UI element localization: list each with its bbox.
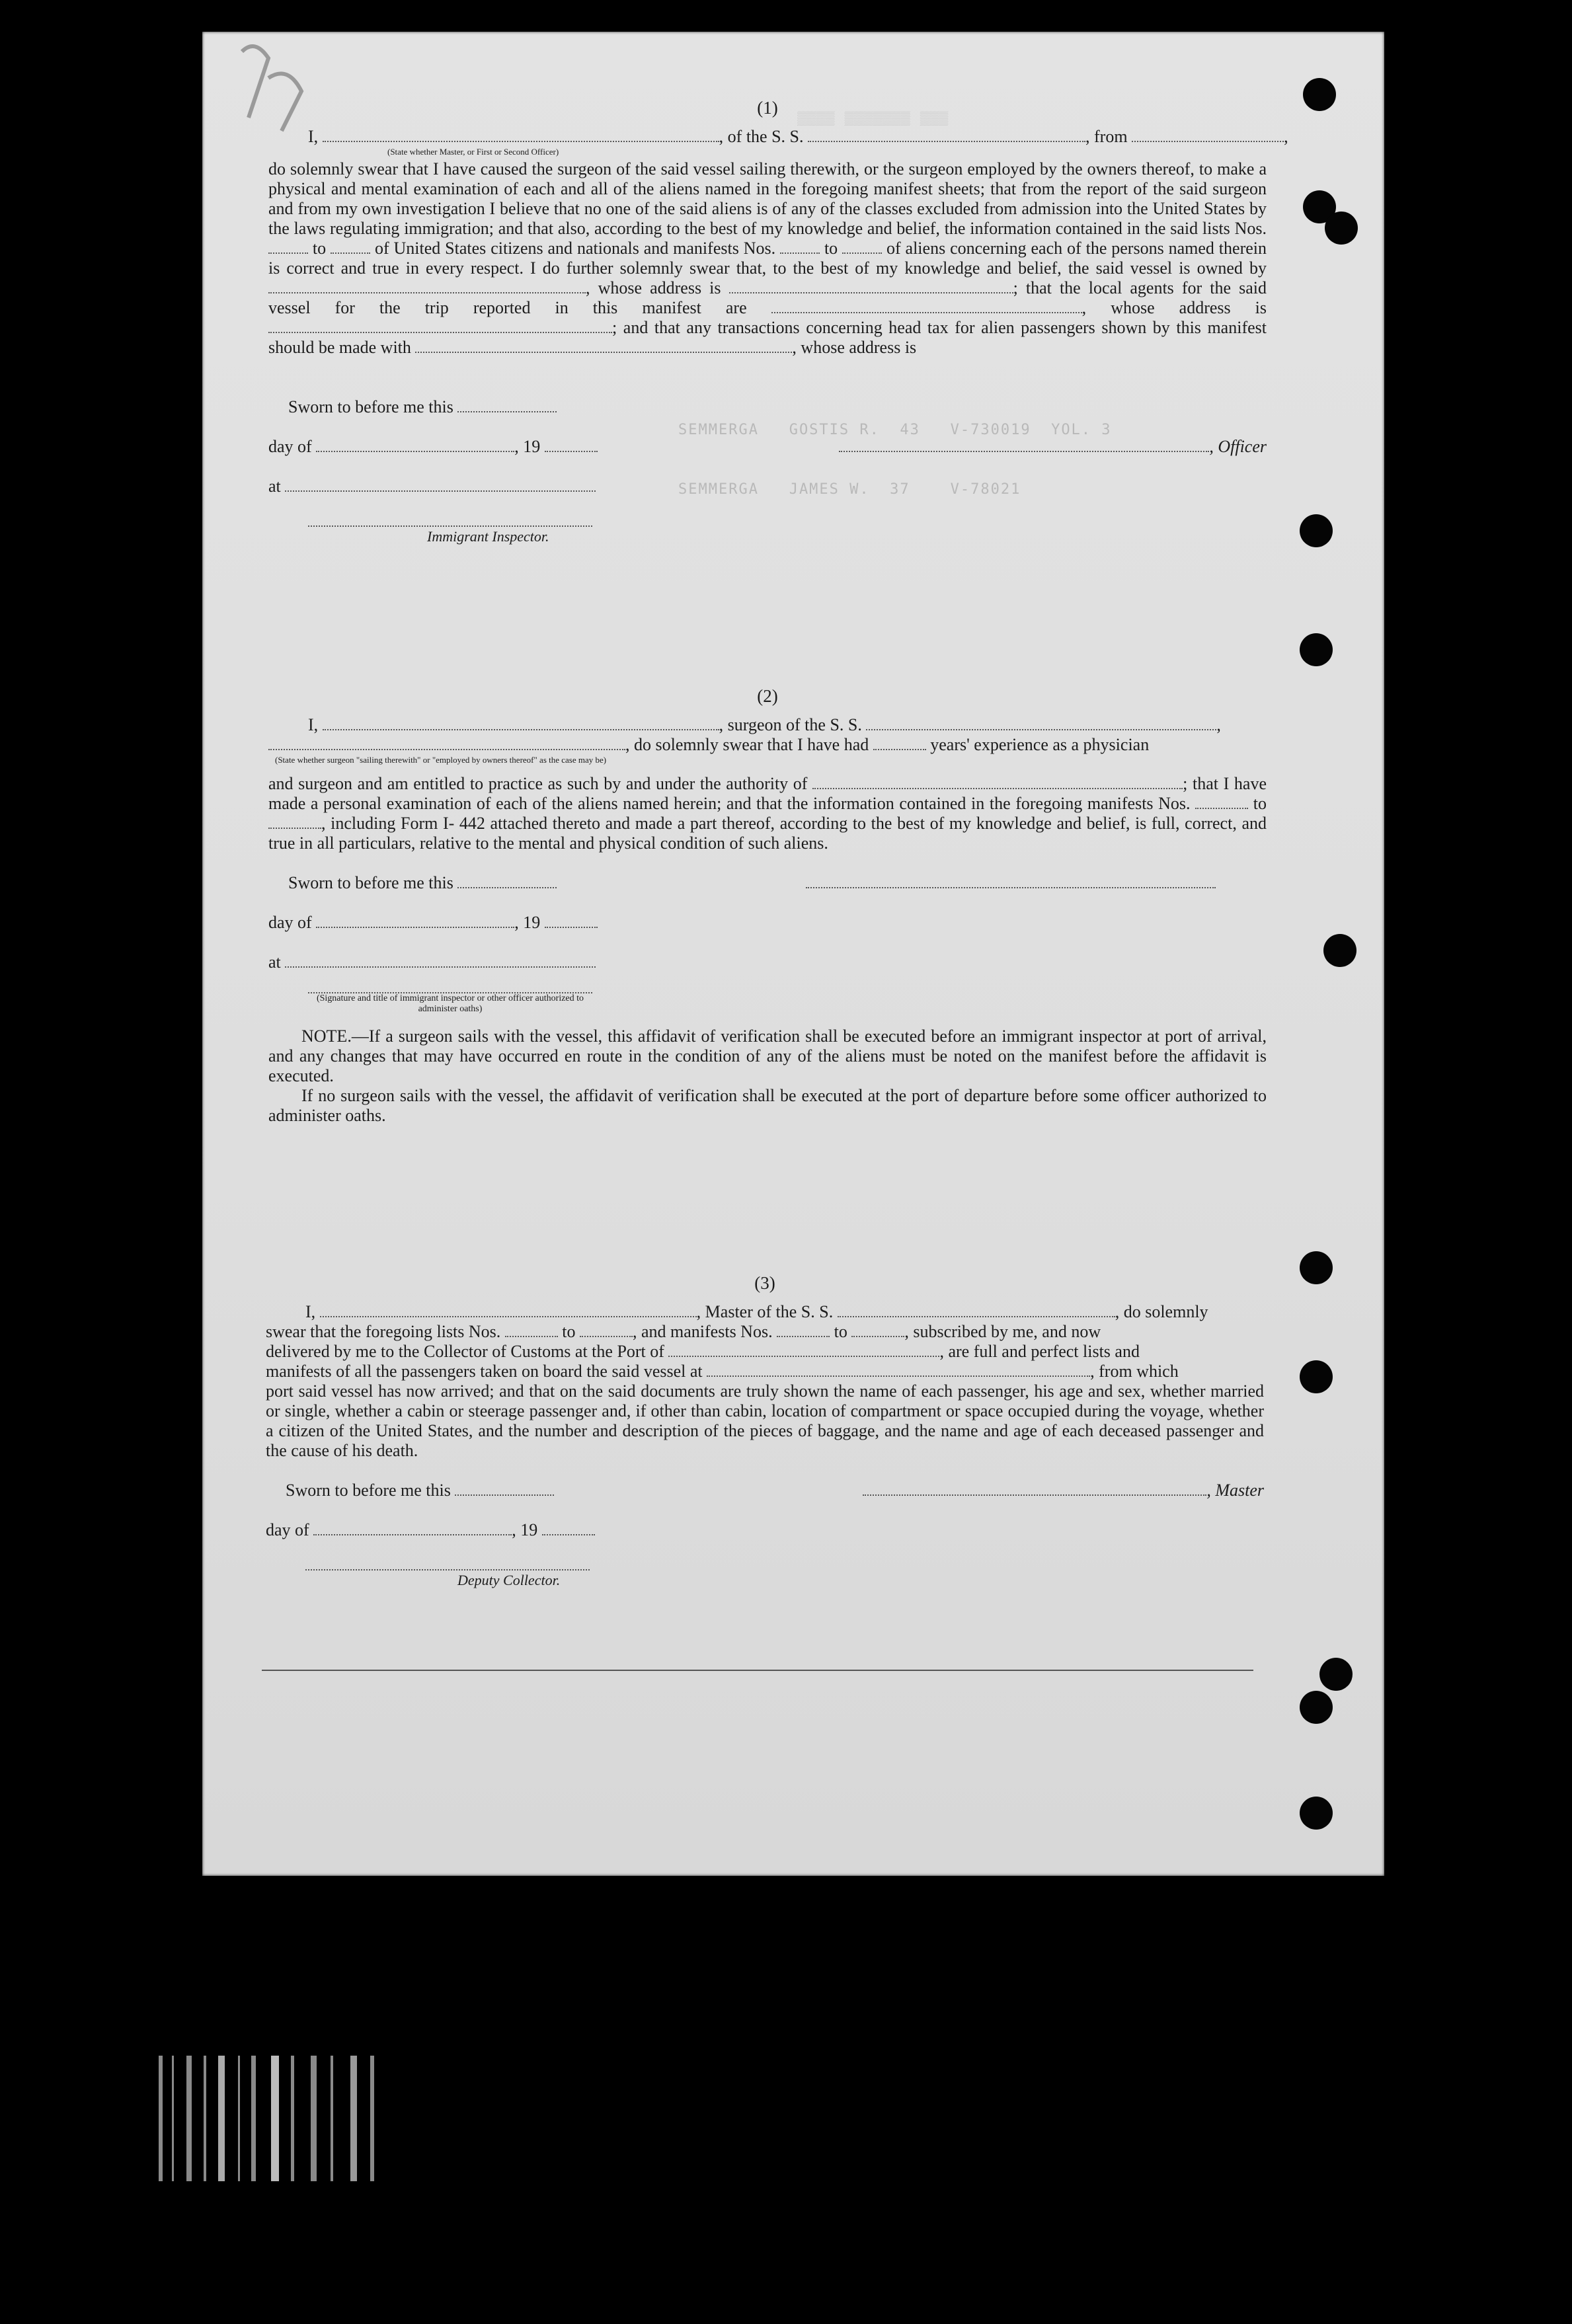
text: , from [1085, 127, 1128, 146]
affidavit-surgeon [268, 686, 1267, 1126]
bleed-through-text: ▒▒▒▒ ▒▒▒▒▒▒▒ ▒▒▒ [797, 111, 949, 126]
text: of aliens concerning each of the persons named therein is correct and true in every respect. I do further solemnly swear that, to the best of my knowledge and belief, the said vessel is owned by [268, 239, 1267, 278]
binder-hole-icon [1300, 1797, 1333, 1830]
text: ; and that any transactions concerning head tax for alien passengers shown by this manifest should be made with [268, 318, 1267, 357]
lists-from-field[interactable] [505, 1324, 558, 1337]
text: , Officer [1209, 437, 1267, 456]
agents-field[interactable] [771, 300, 1082, 313]
place-field[interactable] [285, 479, 596, 492]
years-field[interactable] [873, 737, 926, 750]
master-name-field[interactable] [323, 129, 719, 142]
affidavit-master-customs [266, 1273, 1264, 1590]
surgeon-signature-field[interactable] [806, 875, 1216, 888]
binder-hole-icon [1323, 934, 1356, 967]
text: —If a surgeon sails with the vessel, this affidavit of verification shall be executed before an immigrant inspector at port of arrival, and any changes that may have occurred en route in the condition of any of the aliens must be noted on the manifest before the affidavit is executed. [268, 1026, 1267, 1085]
text: that the local agents for the said vessel for the trip reported in this manifest are [268, 278, 1267, 317]
text: whose address is [1111, 298, 1267, 317]
text: Immigrant Inspector. [427, 528, 549, 545]
vessel-name-field[interactable] [866, 717, 1216, 730]
text: manifests of all the passengers taken on board the said vessel at [266, 1362, 703, 1381]
text: If no surgeon sails with the vessel, the affidavit of verification shall be executed at the port of departure before some officer authorized to administer oaths. [268, 1086, 1267, 1125]
text: to [562, 1322, 576, 1341]
lists-from-field[interactable] [268, 241, 308, 254]
text: do solemnly swear that I have caused the surgeon of the said vessel sailing therewith, or the surgeon employed by the owners thereof, to make a physical and mental examination of each and all of the aliens named in the foregoing manifest sheets; that from the report of the said surgeon and from my own investigation I believe that no one of the said aliens is of any of the classes excluded from admission into the United States by the laws regulating immigration; and that also, according to the best of my knowledge and belief, the information contained in the said lists Nos. [268, 159, 1267, 238]
divider [262, 1670, 1253, 1671]
officer-signature-field[interactable] [839, 439, 1209, 452]
text: , do solemnly swear that I have had [625, 735, 869, 754]
text: delivered by me to the Collector of Customs at the Port of [266, 1342, 664, 1361]
master-name-field[interactable] [320, 1304, 697, 1317]
head-tax-field[interactable] [415, 340, 792, 353]
surgeon-name-field[interactable] [323, 717, 719, 730]
note-label: NOTE. [301, 1026, 352, 1046]
field-note: (State whether Master, or First or Second Officer) [387, 147, 559, 157]
text: at [268, 477, 281, 496]
binder-hole-icon [1300, 514, 1333, 547]
text: I, [308, 715, 319, 734]
text: , do solemnly [1115, 1302, 1208, 1321]
text: at [268, 952, 281, 972]
text: day of [268, 913, 312, 932]
text: , 19 [514, 913, 541, 932]
text: , [1081, 298, 1087, 317]
place-field[interactable] [285, 954, 596, 968]
text: of United States citizens and nationals and manifests Nos. [374, 239, 776, 258]
year-field[interactable] [545, 915, 598, 928]
day-field[interactable] [313, 1522, 512, 1535]
owner-field[interactable] [268, 280, 586, 293]
day-field[interactable] [316, 439, 514, 452]
bleed-through-text: SEMMERGA JAMES W. 37 V-78021 [678, 481, 1021, 498]
text: , are full and perfect lists and [939, 1342, 1140, 1361]
text: Deputy Collector. [457, 1572, 561, 1588]
sworn-date-field[interactable] [455, 1483, 554, 1496]
binder-hole-icon [1303, 78, 1336, 111]
text: , Master of the S. S. [696, 1302, 834, 1321]
lists-to-field[interactable] [331, 241, 370, 254]
manifests-from-field[interactable] [1195, 796, 1248, 809]
text: , whose address is [792, 338, 917, 357]
master-signature-field[interactable] [863, 1483, 1206, 1496]
sworn-date-field[interactable] [457, 875, 557, 888]
manifests-to-field[interactable] [268, 816, 321, 829]
day-field[interactable] [316, 915, 514, 928]
section-number: (3) [754, 1273, 775, 1293]
text: Sworn to before me this [286, 1481, 451, 1500]
text: Sworn to before me this [288, 397, 453, 416]
manifests-from-field[interactable] [777, 1324, 830, 1337]
sworn-date-field[interactable] [457, 399, 557, 412]
binder-hole-icon [1300, 1360, 1333, 1393]
field-note: (State whether surgeon "sailing therewith" or "employed by owners thereof" as the case may be) [275, 755, 607, 765]
field-note: (Signature and title of immigrant inspector or other officer authorized to administer oaths) [316, 993, 584, 1014]
section-number: (2) [757, 686, 778, 706]
text: , from which [1090, 1362, 1179, 1381]
text: , and manifests Nos. [633, 1322, 773, 1341]
section-number: (1) [757, 98, 778, 118]
text: , subscribed by me, and now [904, 1322, 1101, 1341]
text: to [834, 1322, 847, 1341]
text: to [824, 239, 838, 258]
vessel-name-field[interactable] [838, 1304, 1115, 1317]
text: , whose address is [586, 278, 721, 297]
text: , of the S. S. [719, 127, 804, 146]
text: , 19 [512, 1520, 538, 1539]
port-of-embarkation-field[interactable] [707, 1364, 1090, 1377]
lists-to-field[interactable] [580, 1324, 633, 1337]
binder-hole-icon [1300, 1691, 1333, 1724]
manifests-to-field[interactable] [851, 1324, 904, 1337]
text: , 19 [514, 437, 541, 456]
binder-hole-icon [1300, 633, 1333, 666]
vessel-name-field[interactable] [808, 129, 1085, 142]
text: , [1216, 715, 1221, 734]
manifests-to-field[interactable] [842, 241, 882, 254]
text: , [1284, 127, 1288, 146]
manifest-affidavit-page [202, 32, 1384, 1876]
bleed-through-text: SEMMERGA GOSTIS R. 43 V-730019 YOL. 3 [678, 422, 1112, 438]
affidavit-master [268, 98, 1288, 547]
text: Sworn to before me this [288, 873, 453, 892]
text: port said vessel has now arrived; and that on the said documents are truly shown the name of each passenger, his age and sex, whether married or single, whether a cabin or steerage passenger and, if other than cabin, location of compartment or space occupied during the voyage, whether a citizen of the United States, and the number and description of the pieces of baggage, and the name and age of each deceased passenger and the cause of his death. [266, 1381, 1264, 1460]
agents-address-field[interactable] [268, 320, 612, 333]
manifests-from-field[interactable] [780, 241, 820, 254]
port-from-field[interactable] [1132, 129, 1284, 142]
text: swear that the foregoing lists Nos. [266, 1322, 501, 1341]
text: I, [305, 1302, 316, 1321]
text: day of [268, 437, 312, 456]
year-field[interactable] [542, 1522, 595, 1535]
authority-field[interactable] [812, 776, 1183, 789]
surgeon-status-field[interactable] [268, 737, 625, 750]
text: , surgeon of the S. S. [719, 715, 862, 734]
year-field[interactable] [545, 439, 598, 452]
text: to [1253, 794, 1267, 813]
text: ; [1183, 774, 1188, 793]
binder-hole-icon [1300, 1251, 1333, 1284]
film-edge-artifact [152, 2056, 397, 2181]
text: day of [266, 1520, 309, 1539]
text: , Master [1206, 1481, 1264, 1500]
owner-address-field[interactable] [729, 280, 1013, 293]
text: I, [308, 127, 319, 146]
text: that I have made a personal examination of each of the aliens named herein; and that the information contained in the foregoing manifests Nos. [268, 774, 1267, 813]
binder-hole-icon [1325, 212, 1358, 245]
text: ; [1013, 278, 1018, 297]
text: to [312, 239, 327, 258]
text: , including Form I- 442 attached thereto and made a part thereof, according to the best of my knowledge and belief, is full, correct, and true in all particulars, relative to the mental and physical condition of such aliens. [268, 814, 1267, 853]
port-field[interactable] [668, 1344, 939, 1357]
text: and surgeon and am entitled to practice as such by and under the authority of [268, 774, 808, 793]
binder-hole-icon [1319, 1658, 1353, 1691]
text: years' experience as a physician [930, 735, 1150, 754]
